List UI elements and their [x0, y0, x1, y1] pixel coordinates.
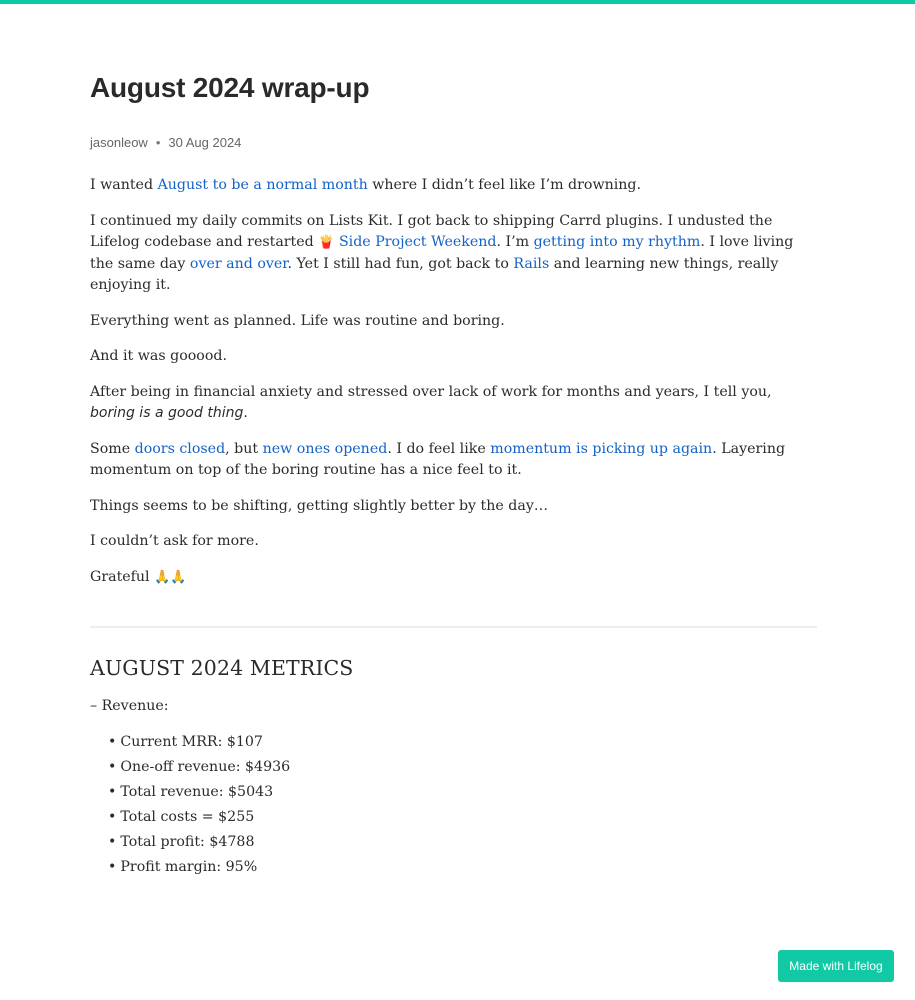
- text: .: [243, 405, 248, 421]
- post-date: 30 Aug 2024: [168, 135, 242, 150]
- text: I wanted: [90, 177, 158, 193]
- post-body: [90, 175, 817, 602]
- paragraph: I couldn’t ask for more.: [90, 533, 259, 549]
- author-name: jasonleow: [90, 135, 148, 150]
- fries-emoji-icon: 🍟: [318, 235, 335, 250]
- post-meta: [90, 134, 241, 152]
- bullet: •: [108, 759, 117, 775]
- list-item: [108, 755, 290, 780]
- text: I continued my daily commits on Lists Kit. I got back to shipping Carrd plugins. I undusted the Lifelog codebase and restarted: [90, 212, 773, 250]
- text: After being in financial anxiety and stressed over lack of work for months and years, I tell you,: [90, 383, 772, 400]
- text: . I do feel like: [387, 440, 491, 457]
- link-momentum[interactable]: momentum is picking up again: [490, 440, 713, 457]
- paragraph: And it was gooood.: [90, 348, 227, 364]
- text: and learning new things, really enjoying it.: [90, 255, 779, 293]
- metric-text: Total revenue: $5043: [120, 784, 274, 800]
- meta-separator: •: [155, 135, 161, 150]
- link-side-project-weekend[interactable]: Side Project Weekend: [338, 234, 497, 250]
- text: Grateful: [90, 568, 155, 585]
- paragraph: [90, 567, 817, 589]
- paragraph: [90, 175, 817, 197]
- bullet: •: [108, 834, 117, 850]
- text: , but: [225, 440, 263, 457]
- paragraph: Everything went as planned. Life was routine and boring.: [90, 312, 505, 329]
- metric-text: Total costs = $255: [120, 809, 255, 825]
- bullet: •: [108, 784, 117, 800]
- bullet: •: [108, 859, 117, 875]
- link-doors-closed[interactable]: doors closed: [134, 440, 226, 457]
- list-item: [108, 730, 290, 755]
- emphasis-boring: boring is a good thing: [90, 405, 244, 421]
- text: Some: [90, 440, 135, 457]
- metrics-heading: AUGUST 2024 METRICS: [90, 656, 354, 680]
- metric-text: Current MRR: $107: [120, 734, 263, 750]
- list-item: [108, 780, 290, 805]
- paragraph: [90, 382, 817, 425]
- text: . I love living the same day: [90, 234, 794, 272]
- link-getting-into-rhythm[interactable]: getting into my rhythm: [533, 234, 701, 250]
- link-over-and-over[interactable]: over and over: [189, 255, 288, 272]
- bullet: •: [108, 734, 117, 750]
- list-item: [108, 830, 290, 855]
- paragraph: [90, 439, 817, 482]
- metric-text: One-off revenue: $4936: [120, 759, 291, 775]
- paragraph: Things seems to be shifting, getting slightly better by the day…: [90, 497, 549, 514]
- text: . Yet I still had fun, got back to: [287, 255, 514, 272]
- praying-hands-icon: 🙏🙏: [154, 569, 187, 585]
- link-rails[interactable]: Rails: [513, 255, 550, 272]
- list-item: [108, 855, 290, 880]
- metric-text: Profit margin: 95%: [120, 859, 258, 875]
- top-accent-bar: [0, 0, 915, 4]
- paragraph: [90, 211, 817, 297]
- list-item: [108, 805, 290, 830]
- text: . Layering momentum on top of the boring routine has a nice feel to it.: [90, 440, 786, 478]
- link-new-ones-opened[interactable]: new ones opened: [262, 440, 388, 457]
- link-normal-month[interactable]: August to be a normal month: [157, 177, 368, 193]
- bullet: •: [108, 809, 117, 825]
- page-title: August 2024 wrap-up: [90, 72, 370, 103]
- text: . I’m: [496, 234, 534, 250]
- revenue-label: – Revenue:: [90, 698, 169, 714]
- section-divider: [90, 626, 817, 628]
- made-with-lifelog-button[interactable]: Made with Lifelog: [778, 950, 894, 982]
- text: where I didn’t feel like I’m drowning.: [367, 177, 641, 193]
- metric-text: Total profit: $4788: [120, 834, 255, 850]
- metrics-list: [108, 730, 290, 880]
